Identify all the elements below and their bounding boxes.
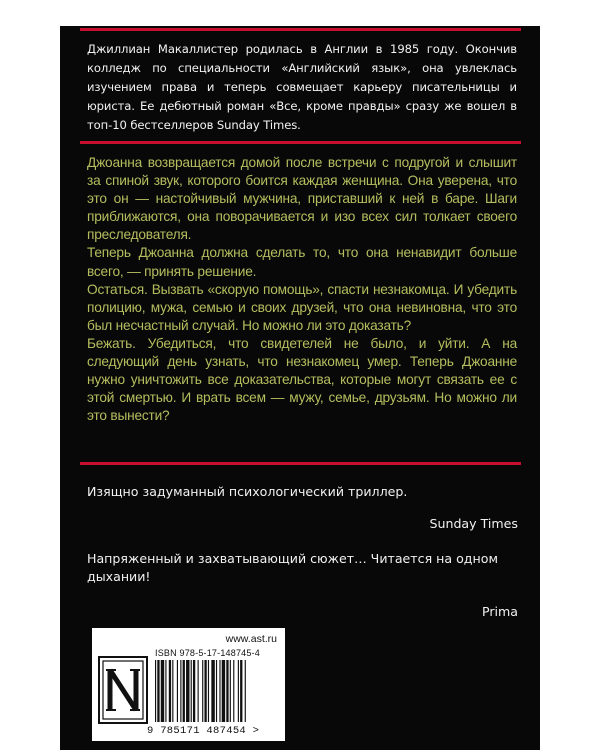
synopsis: [87, 154, 517, 425]
synopsis-paragraph: Теперь Джоанна должна сделать то, что она ненавидит больше всего, — принять решение.: [87, 245, 517, 279]
barcode-panel: [92, 628, 285, 741]
barcode-digits: 9 785171 487454 >: [147, 725, 260, 737]
review-quote: Напряженный и захватывающий сюжет… Читается на одном дыхании!: [87, 551, 498, 584]
synopsis-paragraph: Бежать. Убедиться, что свидетелей не было, и уйти. А на следующий день узнать, что незнакомец умер. Теперь Джоанне нужно уничтожить все доказательства, которые могут связать ее с этой смертью. И врать всем — мужу, семье, друзьям. Но можно ли это вынести?: [87, 335, 517, 424]
review-source: Prima: [481, 604, 518, 619]
synopsis-paragraph: Остаться. Вызвать «скорую помощь», спасти незнакомца. И убедить полицию, мужа, семью и своих друзей, что она невиновна, что это был несчастный случай. Но можно ли это доказать?: [87, 281, 517, 333]
isbn-label: ISBN 978-5-17-148745-4: [155, 648, 260, 658]
synopsis-paragraph: Джоанна возвращается домой после встречи с подругой и слышит за спиной звук, которого боится каждая женщина. Она уверена, что это он — настойчивый мужчина, приставший к ней в баре. Шаги приближаются, она поворачивается и изо всех сил толкает своего преследователя.: [87, 155, 517, 243]
barcode-bars: [154, 660, 278, 722]
author-bio: [87, 40, 517, 135]
review-quote: Изящно задуманный психологический триллер.: [87, 484, 408, 499]
author-bio-text: Джиллиан Макаллистер родилась в Англии в 1985 году. Окончив колледж по специальности «Английский язык», она увлеклась изучением права и теперь совмещает карьеру писательницы и юриста. Ее дебютный роман «Все, кроме правды» сразу же вошел в топ-10 бестселлеров Sunday Times.: [87, 42, 517, 132]
synopsis-divider-rule: [80, 462, 521, 465]
bio-divider-rule: [80, 141, 521, 144]
ast-n-logo-icon: [98, 656, 148, 724]
back-cover: [60, 26, 540, 750]
review-source: Sunday Times: [429, 516, 518, 531]
publisher-url: www.ast.ru: [225, 633, 277, 645]
top-red-rule: [80, 28, 521, 31]
